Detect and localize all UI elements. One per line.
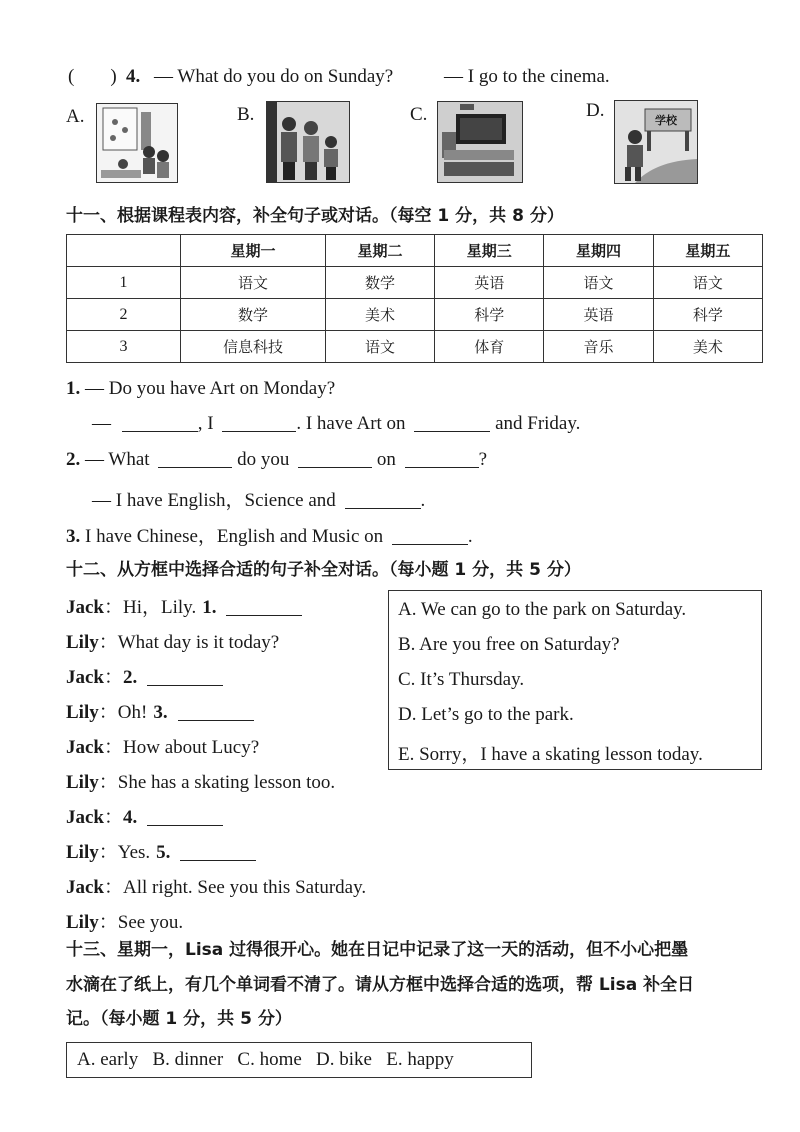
blank-number: 1. — [202, 597, 217, 618]
section-13-options-box — [66, 1042, 532, 1078]
speaker-colon: ： — [98, 772, 118, 793]
dialogue-line — [66, 837, 256, 864]
table-cell: 英语 — [544, 299, 653, 331]
fill-blank[interactable] — [345, 490, 421, 509]
speaker-colon: ： — [104, 667, 124, 688]
q4-option-d-label: D. — [586, 100, 605, 121]
fill-blank[interactable] — [226, 597, 302, 616]
fill-blank[interactable] — [180, 842, 256, 861]
q4-option-c-picture — [437, 101, 523, 183]
table-header-cell: 星期三 — [435, 235, 544, 267]
speaker-colon: ： — [98, 632, 118, 653]
dialogue-line — [66, 697, 254, 724]
table-header-cell: 星期五 — [653, 235, 762, 267]
s11-q1-line1: 1. — Do you have Art on Monday? — [66, 378, 336, 399]
fill-blank[interactable] — [178, 702, 254, 721]
table-cell: 音乐 — [544, 331, 653, 363]
s11-q3: 3. I have Chinese，English and Music on . — [66, 526, 473, 547]
table-row — [67, 267, 763, 299]
s11-q1-line2: — , I . I have Art on and Friday. — [92, 413, 581, 434]
speaker-name: Jack — [66, 737, 104, 758]
table-cell: 科学 — [653, 299, 762, 331]
school-sign-text: 学校 — [655, 114, 677, 127]
q4-answer: — I go to the cinema. — [444, 66, 610, 87]
option-e: E. Sorry，I have a skating lesson today. — [398, 744, 703, 765]
dialogue-line — [66, 627, 285, 654]
table-cell: 美术 — [653, 331, 762, 363]
speaker-colon: ： — [98, 842, 118, 863]
table-cell: 语文 — [544, 267, 653, 299]
speaker-name: Jack — [66, 597, 104, 618]
dialogue-text: She has a skating lesson too. — [117, 772, 336, 793]
dialogue-line — [66, 802, 223, 829]
speaker-name: Lily — [66, 702, 99, 723]
q4-number: 4. — [126, 66, 141, 87]
section-13-options: A. early B. dinner C. home D. bike E. happy — [77, 1049, 454, 1070]
speaker-colon: ： — [98, 702, 118, 723]
fill-blank[interactable] — [122, 413, 198, 432]
fill-blank[interactable] — [392, 526, 468, 545]
dialogue-text: How about Lucy? — [123, 737, 260, 758]
fill-blank[interactable] — [147, 667, 223, 686]
options-box — [388, 590, 762, 770]
table-cell: 2 — [67, 299, 181, 331]
museum-scene-icon — [97, 104, 177, 182]
section-13-line1: 十三、星期一，Lisa 过得很开心。她在日记中记录了这一天的活动，但不小心把墨 — [66, 940, 689, 960]
speaker-colon: ： — [104, 877, 124, 898]
fill-blank[interactable] — [414, 413, 490, 432]
dialogue-line — [66, 732, 265, 759]
section-13-line2: 水滴在了纸上，有几个单词看不清了。请从方框中选择合适的选项，帮 Lisa 补全日 — [66, 975, 695, 995]
dialogue-text: All right. See you this Saturday. — [123, 877, 367, 898]
table-cell: 数学 — [325, 267, 434, 299]
option-d: D. Let’s go to the park. — [398, 704, 574, 725]
table-header-cell: 星期二 — [325, 235, 434, 267]
section-11-title: 十一、根据课程表内容，补全句子或对话。（每空 1 分，共 8 分） — [66, 206, 564, 226]
table-cell: 体育 — [435, 331, 544, 363]
q4-option-d-picture — [614, 100, 698, 184]
q4-question: — What do you do on Sunday? — [154, 66, 394, 87]
fill-blank[interactable] — [298, 449, 372, 468]
table-header-cell — [67, 235, 181, 267]
table-header-row — [67, 235, 763, 267]
speaker-name: Lily — [66, 912, 99, 933]
s11-q2-line1: 2. — What do you on ? — [66, 449, 487, 470]
q4-option-a-picture — [96, 103, 178, 183]
dialogue-line — [66, 907, 189, 934]
speaker-colon: ： — [98, 912, 118, 933]
speaker-colon: ： — [104, 807, 124, 828]
speaker-name: Lily — [66, 772, 99, 793]
option-b: B. Are you free on Saturday? — [398, 634, 620, 655]
table-cell: 语文 — [181, 267, 326, 299]
cinema-scene-icon — [438, 102, 522, 182]
schedule-table — [66, 234, 763, 363]
blank-number: 2. — [123, 667, 138, 688]
dialogue-line — [66, 592, 302, 619]
blank-number: 5. — [156, 842, 171, 863]
q4-option-b-picture — [266, 101, 350, 183]
table-row — [67, 331, 763, 363]
option-a: A. We can go to the park on Saturday. — [398, 599, 687, 620]
table-cell: 信息科技 — [181, 331, 326, 363]
s11-q2-line2: — I have English，Science and . — [92, 490, 426, 511]
table-cell: 美术 — [325, 299, 434, 331]
section-12-title: 十二、从方框中选择合适的句子补全对话。（每小题 1 分，共 5 分） — [66, 560, 581, 580]
table-cell: 语文 — [325, 331, 434, 363]
speaker-name: Lily — [66, 842, 99, 863]
table-cell: 英语 — [435, 267, 544, 299]
option-c: C. It’s Thursday. — [398, 669, 525, 690]
speaker-colon: ： — [104, 737, 124, 758]
family-scene-icon — [267, 102, 349, 182]
dialogue-line — [66, 872, 372, 899]
dialogue-text: Hi，Lily. — [123, 597, 197, 618]
table-cell: 语文 — [653, 267, 762, 299]
q4-option-b-label: B. — [237, 104, 255, 125]
table-header-cell: 星期一 — [181, 235, 326, 267]
blank-number: 3. — [153, 702, 168, 723]
fill-blank[interactable] — [222, 413, 296, 432]
fill-blank[interactable] — [405, 449, 479, 468]
dialogue-text: See you. — [117, 912, 184, 933]
table-cell: 数学 — [181, 299, 326, 331]
dialogue-text: Yes. — [117, 842, 151, 863]
table-cell: 1 — [67, 267, 181, 299]
table-cell: 科学 — [435, 299, 544, 331]
dialogue-line — [66, 767, 341, 794]
speaker-name: Jack — [66, 667, 104, 688]
q4-option-c-label: C. — [410, 104, 428, 125]
speaker-name: Jack — [66, 807, 104, 828]
table-cell: 3 — [67, 331, 181, 363]
speaker-colon: ： — [104, 597, 124, 618]
dialogue-text: What day is it today? — [117, 632, 280, 653]
dialogue-line — [66, 662, 223, 689]
blank-number: 4. — [123, 807, 138, 828]
speaker-name: Lily — [66, 632, 99, 653]
table-header-cell: 星期四 — [544, 235, 653, 267]
dialogue-text: Oh! — [117, 702, 148, 723]
q4-option-a-label: A. — [66, 106, 85, 127]
q4-answer-paren: ( ) — [68, 66, 117, 87]
fill-blank[interactable] — [147, 807, 223, 826]
table-row — [67, 299, 763, 331]
fill-blank[interactable] — [158, 449, 232, 468]
speaker-name: Jack — [66, 877, 104, 898]
section-13-line3: 记。（每小题 1 分，共 5 分） — [66, 1009, 292, 1029]
